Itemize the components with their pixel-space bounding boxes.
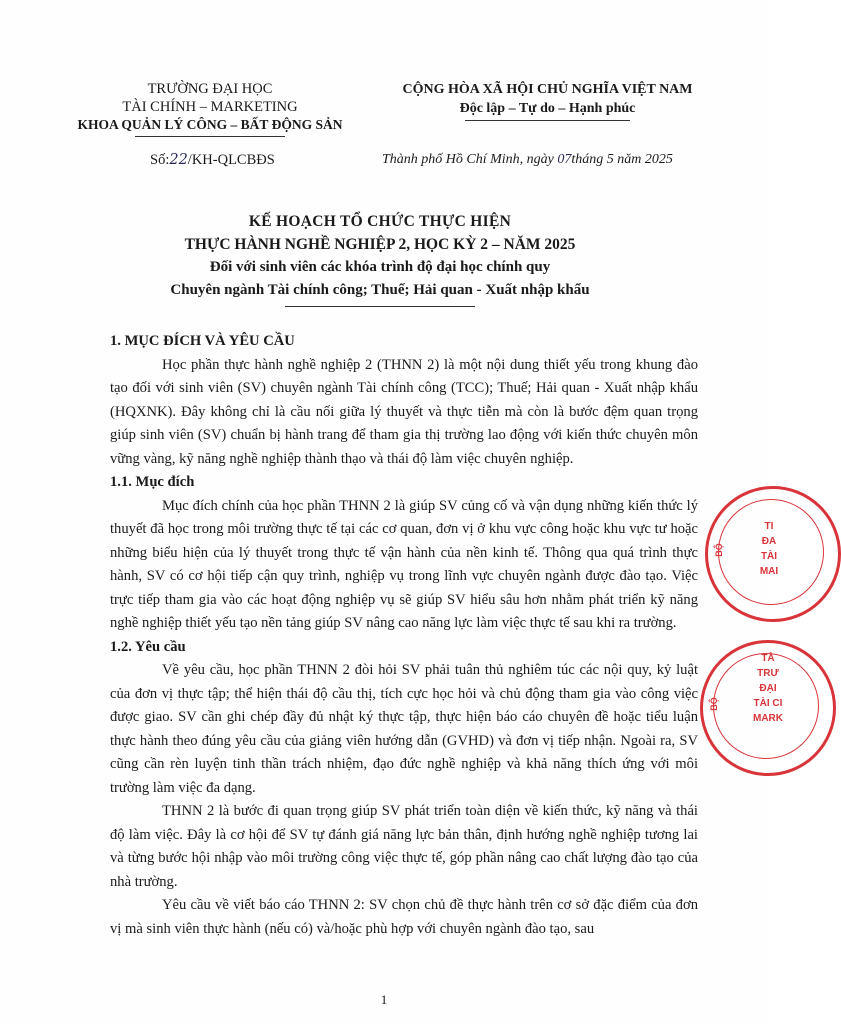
red-seal-stamp xyxy=(700,640,836,776)
section-1-paragraph: Học phần thực hành nghề nghiệp 2 (THNN 2) là một nội dung thiết yếu trong khung đào tạo đối với sinh viên (SV) chuyên ngành Tài chính công (TCC); Thuế; Hải quan - Xuất nhập khẩu (HQXNK). Đây không chỉ là cầu nối giữa lý thuyết và thực tiễn mà còn là bước đệm quan trọng giúp sinh viên (SV) chuẩn bị hành trang để tham gia thị trường lao động với kiến thức chuyên môn vững vàng, kỹ năng nghề nghiệp thành thạo và thái độ làm việc chuyên nghiệp. xyxy=(110,356,698,467)
date-before: Thành phố Hồ Chí Minh, ngày xyxy=(382,152,558,167)
seal-line-5: MARK xyxy=(753,713,783,724)
title-line-3: Đối với sinh viên các khóa trình độ đại học chính quy xyxy=(209,259,551,275)
faculty-name: KHOA QUẢN LÝ CÔNG – BẤT ĐỘNG SẢN xyxy=(77,117,343,132)
national-motto: Độc lập – Tự do – Hạnh phúc xyxy=(459,101,636,116)
seal-text xyxy=(754,519,784,579)
docno-suffix: /KH-QLCBĐS xyxy=(187,152,275,168)
docno-prefix: Số: xyxy=(150,152,170,168)
section-1-1-heading: 1.1. Mục đích xyxy=(110,474,195,490)
issuer-underline xyxy=(135,136,285,137)
university-line-1: TRƯỜNG ĐẠI HỌC xyxy=(147,81,273,97)
seal-side-text: BỘ xyxy=(708,697,719,711)
seal-line-1: TÀ xyxy=(761,653,775,664)
title-line-1: KẾ HOẠCH TỔ CHỨC THỰC HIỆN xyxy=(248,213,512,230)
title-line-4: Chuyên ngành Tài chính công; Thuế; Hải quan - Xuất nhập khẩu xyxy=(170,282,590,298)
section-1-2-paragraph-1: Về yêu cầu, học phần THNN 2 đòi hỏi SV phải tuân thủ nghiêm túc các nội quy, kỷ luật của đơn vị thực tập; thể hiện thái độ cầu thị, tích cực học hỏi và chủ động tham gia vào công việc được giao. SV cần ghi chép đầy đủ nhật ký thực tập, thực hiện báo cáo chuyên đề hoặc tiểu luận thực hành theo đúng yêu cầu của giảng viên hướng dẫn (GVHD) và đơn vị tiếp nhận. Ngoài ra, SV cũng cần rèn luyện tinh thần trách nhiệm, đạo đức nghề nghiệp và khả năng thích ứng với môi trường làm việc đa dạng. xyxy=(110,662,698,796)
date-after: tháng 5 năm 2025 xyxy=(571,152,673,167)
seal-side-text: BỘ xyxy=(713,543,724,557)
seal-line-4: TÀI CI xyxy=(753,698,783,709)
nation-name: CỘNG HÒA XÃ HỘI CHỦ NGHĨA VIỆT NAM xyxy=(402,82,693,97)
seal-line-3: ĐẠI xyxy=(759,683,777,694)
section-1-heading: 1. MỤC ĐÍCH VÀ YÊU CẦU xyxy=(110,333,295,349)
university-line-2: TÀI CHÍNH – MARKETING xyxy=(122,99,298,115)
section-1-2-paragraph-2: THNN 2 là bước đi quan trọng giúp SV phát triển toàn diện về kiến thức, kỹ năng và thái độ làm việc. Đây là cơ hội để SV tự đánh giá năng lực bản thân, định hướng nghề nghiệp tương lai và từng bước hội nhập vào môi trường công việc thực tế, góp phần nâng cao chất lượng đào tạo của nhà trường. xyxy=(110,803,698,890)
national-header xyxy=(380,80,715,121)
section-1-2-paragraph-3: Yêu cầu về viết báo cáo THNN 2: SV chọn chủ đề thực hành trên cơ sở đặc điểm của đơn vị mà sinh viên thực hành (nếu có) và/hoặc phù hợp với chuyên ngành đào tạo, sau xyxy=(110,897,698,937)
document-number xyxy=(150,152,275,169)
section-1-1-paragraph: Mục đích chính của học phần THNN 2 là giúp SV củng cố và vận dụng những kiến thức lý thuyết đã học trong môi trường thực tế tại các cơ quan, đơn vị ở khu vực công hoặc khu vực tư hoặc những biểu hiện của lý thuyết trong thực tế vận hành của nền kinh tế. Thông qua quá trình thực hành, SV có cơ hội tiếp cận quy trình, nghiệp vụ trong lĩnh vực chuyên ngành được đào tạo. Việc trực tiếp tham gia vào các hoạt động nghiệp vụ sẽ giúp SV hiểu sâu hơn nhằm phát triển kỹ năng nghề nghiệp thiết yếu tạo nền tảng giúp SV nâng cao năng lực làm việc thực tế sau khi ra trường. xyxy=(110,497,698,631)
docno-handwritten: 22 xyxy=(169,152,188,168)
date-handwritten: 07 xyxy=(557,152,572,167)
document-body xyxy=(110,330,698,941)
section-1-2-heading: 1.2. Yêu cầu xyxy=(110,638,186,655)
seal-line-2: ĐA xyxy=(761,536,777,547)
title-underline xyxy=(285,306,475,307)
seal-line-3: TÀI xyxy=(760,551,778,562)
motto-underline xyxy=(465,120,630,121)
seal-line-2: TRƯ xyxy=(757,668,779,679)
red-seal-stamp xyxy=(705,486,841,622)
seal-line-4: MAI xyxy=(759,566,779,577)
seal-text xyxy=(749,651,787,726)
seal-line-1: TI xyxy=(764,521,774,532)
document-title xyxy=(100,210,660,307)
issuer-header xyxy=(70,80,350,137)
place-and-date xyxy=(382,152,673,168)
title-line-2: THỰC HÀNH NGHỀ NGHIỆP 2, HỌC KỲ 2 – NĂM 2025 xyxy=(184,236,576,253)
page-number: 1 xyxy=(380,992,388,1007)
